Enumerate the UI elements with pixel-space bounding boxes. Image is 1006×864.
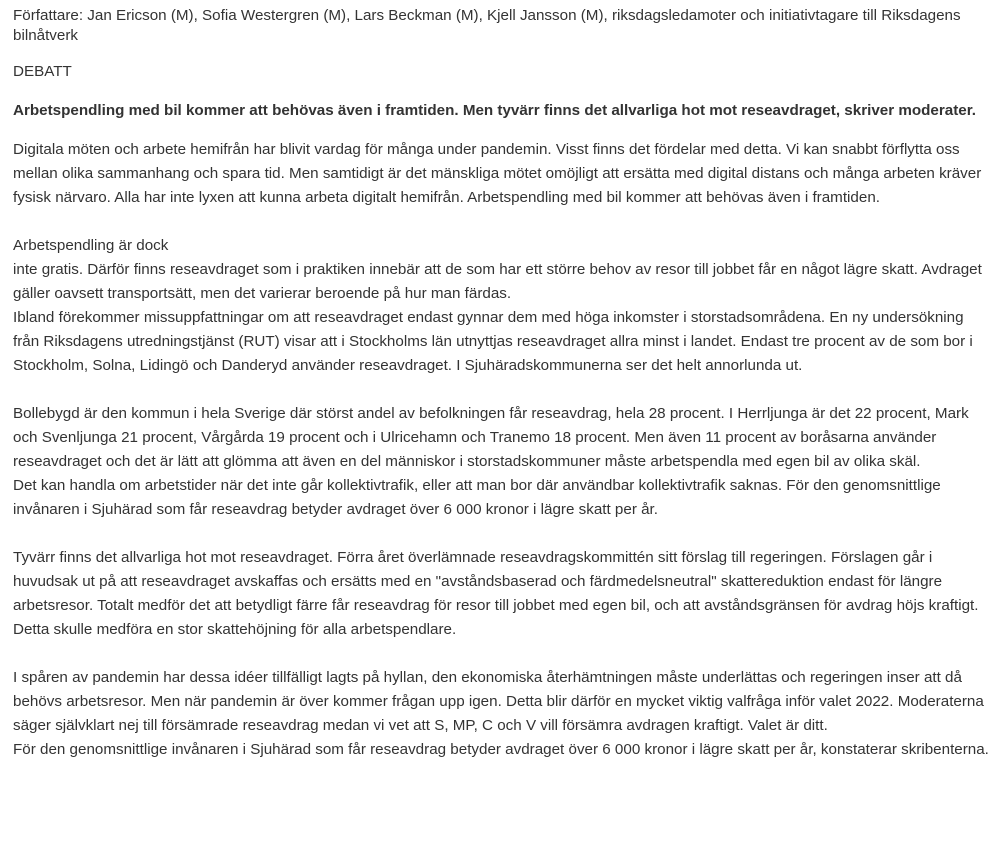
paragraph-spacer: [13, 378, 993, 402]
body-paragraph: Arbetspendling är dock: [13, 237, 169, 254]
body-paragraph: Digitala möten och arbete hemifrån har blivit vardag för många under pandemin. Visst finns det fördelar med detta. Vi kan snabbt förflytta oss mellan olika sammanhang och spara tid. Men samtidigt är det mänskliga mötet omöjligt att ersätta med digital distans och många arbeten kräver fysisk närvaro. Alla har inte lyxen att kunna arbeta digitalt hemifrån. Arbetspendling med bil kommer att behövas även i framtiden.: [13, 141, 982, 206]
article-lead: Arbetspendling med bil kommer att behövas även i framtiden. Men tyvärr finns det allvarliga hot mot reseavdraget, skriver moderater.: [13, 102, 977, 119]
body-paragraph: Ibland förekommer missuppfattningar om att reseavdraget endast gynnar dem med höga inkomster i storstadsområdena. En ny undersökning från Riksdagens utredningstjänst (RUT) visar att i Stockholms län utnyttjas reseavdraget allra minst i landet. Endast tre procent av de som bor i Stockholm, Solna, Lidingö och Danderyd använder reseavdraget. I Sjuhäradskommunerna ser det helt annorlunda ut.: [13, 309, 973, 374]
article-authors: Författare: Jan Ericson (M), Sofia Westergren (M), Lars Beckman (M), Kjell Jansson (M), riksdagsledamoter och initiativtagare till Riksdagens bilnåtverk: [13, 7, 961, 44]
paragraph-spacer: [13, 522, 993, 546]
section-label: DEBATT: [13, 63, 72, 80]
body-paragraph: inte gratis. Därför finns reseavdraget som i praktiken innebär att de som har ett större behov av resor till jobbet får en något lägre skatt. Avdraget gäller oavsett transportsätt, men det varierar beroende på hur man färdas.: [13, 261, 982, 302]
body-paragraph: För den genomsnittlige invånaren i Sjuhärad som får reseavdrag betyder avdraget över 6 000 kronor i lägre skatt per år, konstaterar skribenterna.: [13, 741, 989, 758]
paragraph-spacer: [13, 210, 993, 234]
body-paragraph: Det kan handla om arbetstider när det inte går kollektivtrafik, eller att man bor där användbar kollektivtrafik saknas. För den genomsnittlige invånaren i Sjuhärad som får reseavdrag betyder avdraget över 6 000 kronor i lägre skatt per år.: [13, 477, 941, 518]
body-paragraph: Tyvärr finns det allvarliga hot mot reseavdraget. Förra året överlämnade reseavdragskommittén sitt förslag till regeringen. Förslagen går i huvudsak ut på att reseavdraget avskaffas och ersätts med en "avståndsbaserad och färdmedelsneutral" skattereduktion endast för längre arbetsresor. Totalt medför det att betydligt färre får reseavdrag för resor till jobbet med egen bil, och att avståndsgränsen för avdrag höjs kraftigt. Detta skulle medföra en stor skattehöjning för alla arbetspendlare.: [13, 549, 979, 638]
paragraph-spacer: [13, 642, 993, 666]
article-body: [13, 138, 993, 762]
body-paragraph: Bollebygd är den kommun i hela Sverige där störst andel av befolkningen får reseavdrag, hela 28 procent. I Herrljunga är det 22 procent, Mark och Svenljunga 21 procent, Vårgårda 19 procent och i Ulricehamn och Tranemo 18 procent. Men även 11 procent av boråsarna använder reseavdraget och det är lätt att glömma att även en del människor i storstadskommuner måste arbetspendla med egen bil av olika skäl.: [13, 405, 969, 470]
body-paragraph: I spåren av pandemin har dessa idéer tillfälligt lagts på hyllan, den ekonomiska återhämtningen måste underlättas och regeringen inser att då behövs arbetsresor. Men när pandemin är över kommer frågan upp igen. Detta blir därför en mycket viktig valfråga inför valet 2022. Moderaterna säger självklart nej till försämrade reseavdrag medan vi vet att S, MP, C och V vill försämra avdragen kraftigt. Valet är ditt.: [13, 669, 984, 734]
